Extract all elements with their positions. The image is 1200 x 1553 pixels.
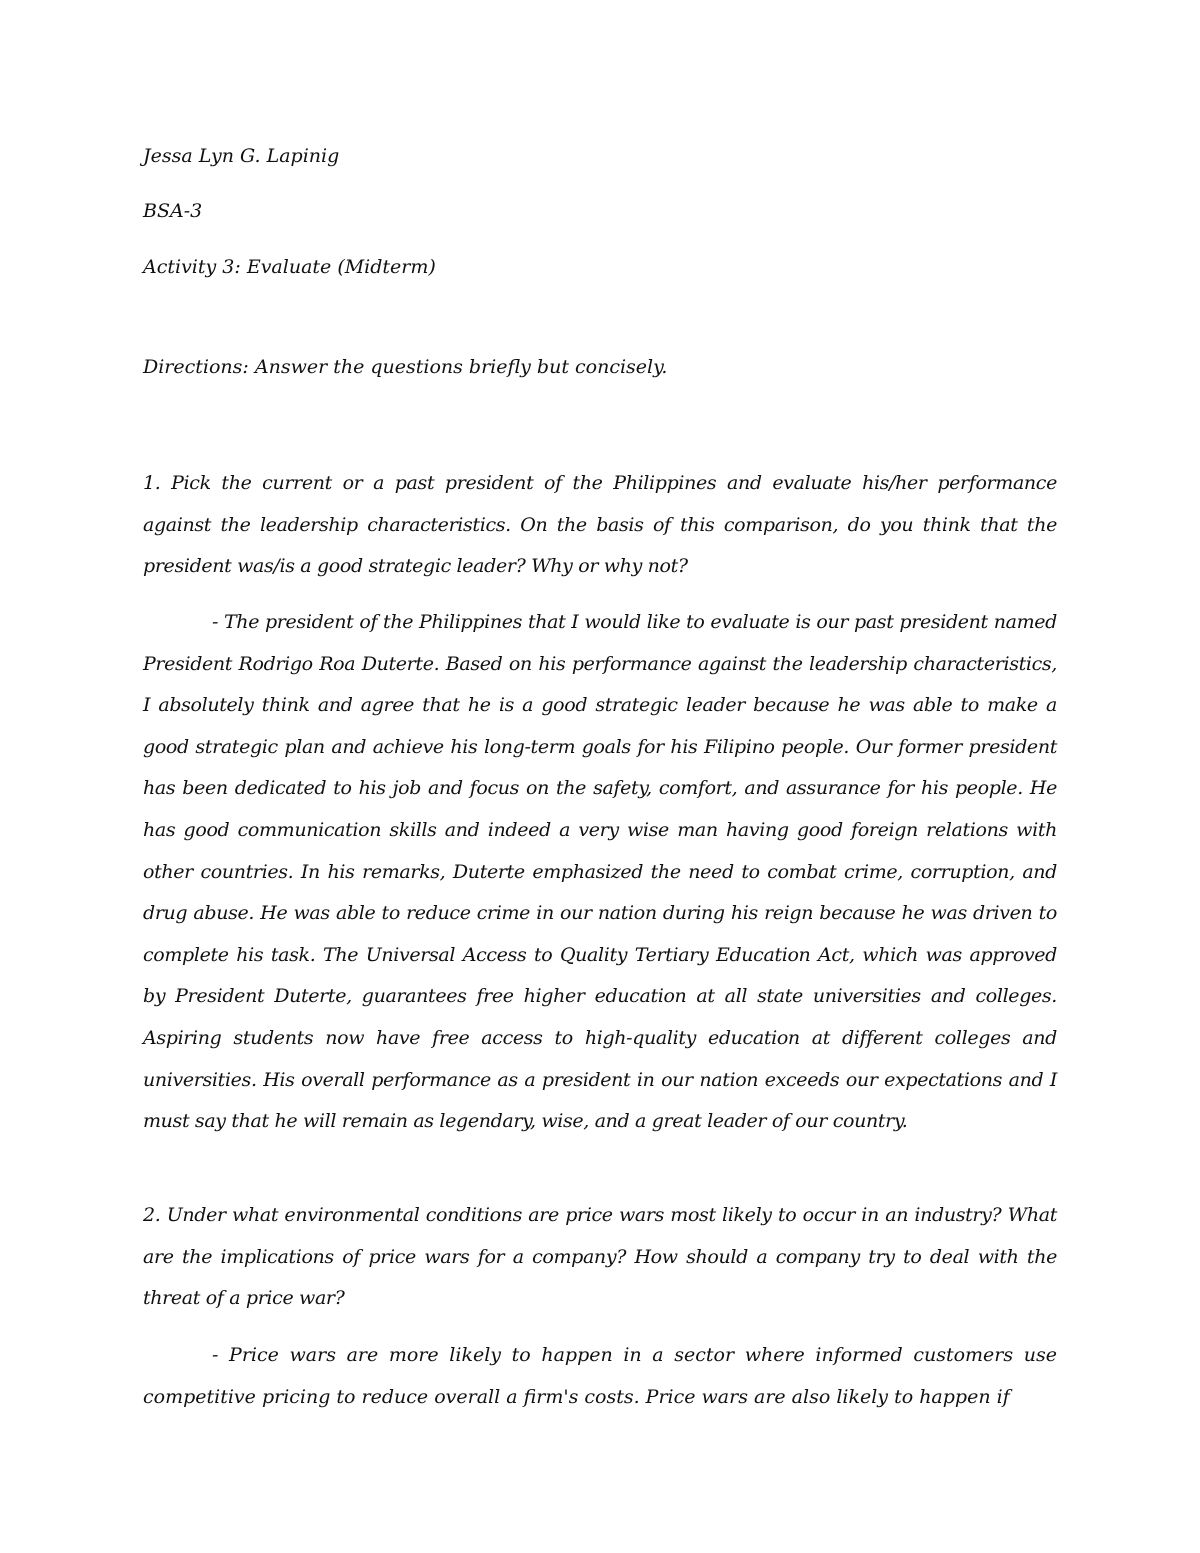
course-section: BSA-3	[143, 200, 203, 222]
activity-title: Activity 3: Evaluate (Midterm)	[143, 256, 436, 278]
question-2: 2. Under what environmental conditions are price wars most likely to occur in an industry? What are the implications of price wars for a company? How should a company try to deal with the threat of a price war?	[143, 1204, 1057, 1310]
student-name: Jessa Lyn G. Lapinig	[143, 145, 340, 167]
answer-1: - The president of the Philippines that I would like to evaluate is our past president named President Rodrigo Roa Duterte. Based on his performance against the leadership characteristics, I absolutely think and agree that he is a good strategic leader because he was able to make a good strategic plan and achieve his long-term goals for his Filipino people. Our former president has been dedicated to his job and focus on the safety, comfort, and assurance for his people. He has good communication skills and indeed a very wise man having good foreign relations with other countries. In his remarks, Duterte emphasized the need to combat crime, corruption, and drug abuse. He was able to reduce crime in our nation during his reign because he was driven to complete his task. The Universal Access to Quality Tertiary Education Act, which was approved by President Duterte, guarantees free higher education at all state universities and colleges. Aspiring students now have free access to high-quality education at different colleges and universities. His overall performance as a president in our nation exceeds our expectations and I must say that he will remain as legendary, wise, and a great leader of our country.	[143, 611, 1057, 1133]
question-1: 1. Pick the current or a past president of the Philippines and evaluate his/her performance against the leadership characteristics. On the basis of this comparison, do you think that the president was/is a good strategic leader? Why or why not?	[143, 472, 1057, 578]
directions-text: Directions: Answer the questions briefly but concisely.	[143, 356, 668, 378]
answer-2: - Price wars are more likely to happen in a sector where informed customers use competitive pricing to reduce overall a firm's costs. Price wars are also likely to happen if	[143, 1344, 1057, 1408]
